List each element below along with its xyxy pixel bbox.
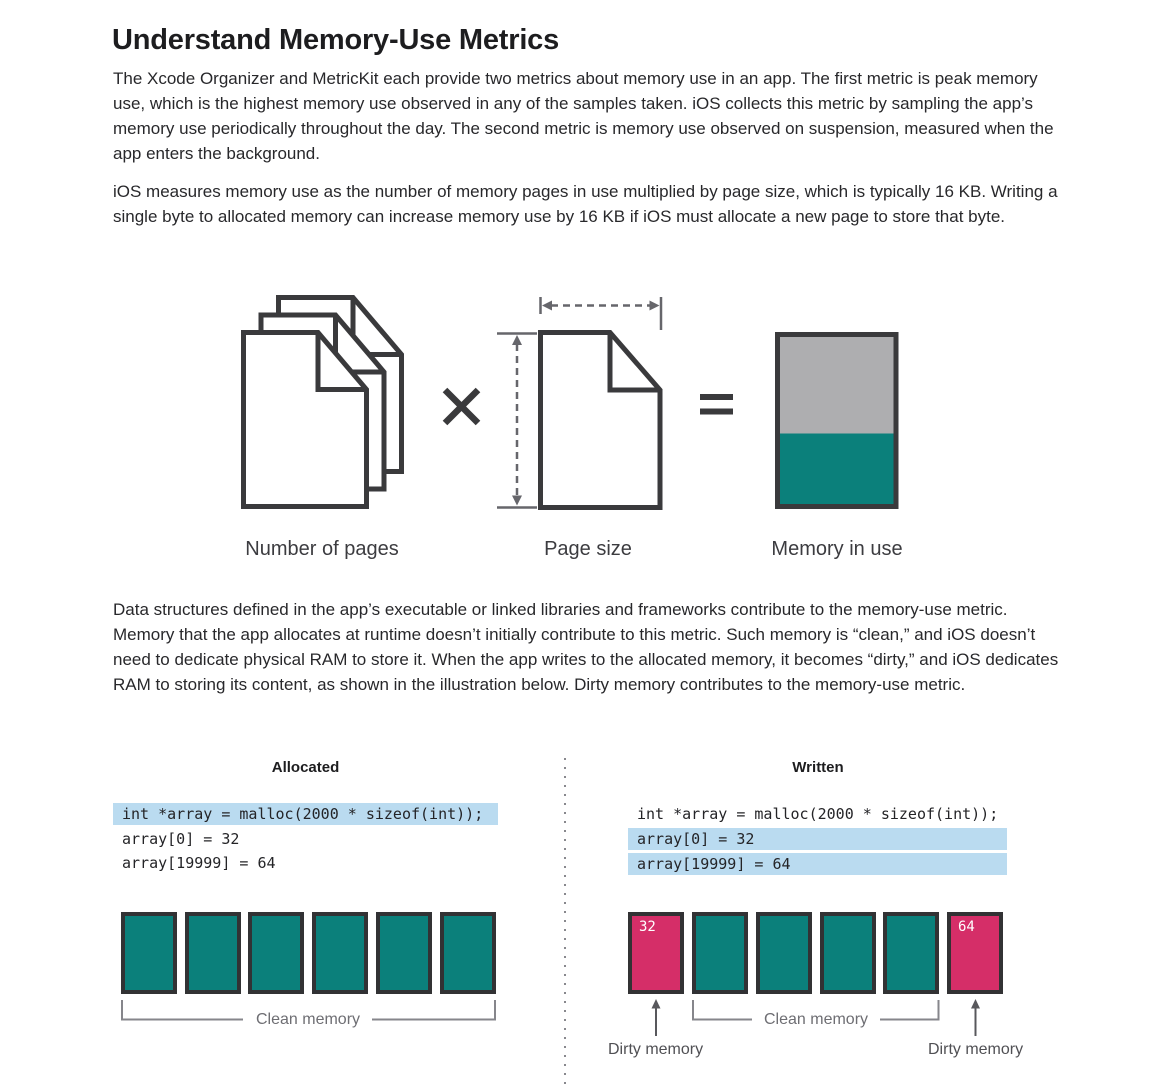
memory-block-clean	[692, 912, 748, 994]
dirty-block-value: 32	[639, 919, 656, 935]
allocated-panel-title: Allocated	[271, 759, 340, 776]
memory-block-clean	[883, 912, 939, 994]
code-line: int *array = malloc(2000 * sizeof(int));	[637, 805, 999, 823]
memory-block-dirty	[628, 912, 684, 994]
dirty-memory-arrow-right	[971, 999, 980, 1036]
dirty-memory-label: Dirty memory	[608, 1041, 704, 1058]
clean-memory-label: Clean memory	[255, 1011, 361, 1028]
code-line: array[0] = 32	[122, 829, 240, 848]
paragraph-clean-dirty: Data structures defined in the app’s executable or linked libraries and frameworks contribute to the memory-use metric. Memory that the app allocates at runtime doesn’t initially contribute to this metric. Such memory is “clean,” and iOS doesn’t need to dedicate physical RAM to store it. When the app writes to the allocated memory, it becomes “dirty,” and iOS dedicates RAM to storing its content, as shown in the illustration below. Dirty memory contributes to the memory-use metric.	[113, 600, 1059, 694]
label-page-size: Page size	[544, 538, 632, 560]
memory-block-clean	[756, 912, 812, 994]
label-memory-in-use: Memory in use	[771, 538, 903, 560]
dirty-block-value: 64	[958, 919, 975, 935]
paragraph-peak-memory: The Xcode Organizer and MetricKit each provide two metrics about memory use in an app. The first metric is peak memory use, which is the highest memory use observed in any of the samples taken. iOS collects this metric by sampling the app’s memory use periodically throughout the day. The second metric is memory use observed on suspension, measured when the app enters the background.	[113, 69, 1054, 163]
dirty-memory-arrow-left	[652, 999, 661, 1036]
code-line: int *array = malloc(2000 * sizeof(int));	[113, 803, 498, 825]
written-panel-title: Written	[792, 759, 844, 776]
code-line: array[19999] = 64	[122, 854, 276, 872]
memory-block-clean	[820, 912, 876, 994]
memory-block-dirty	[947, 912, 1003, 994]
clean-memory-label: Clean memory	[763, 1011, 869, 1028]
label-number-of-pages: Number of pages	[245, 538, 399, 560]
code-line: array[0] = 32	[628, 828, 1007, 850]
page-title: Understand Memory-Use Metrics	[112, 24, 560, 56]
code-line: array[19999] = 64	[628, 853, 1007, 875]
dirty-memory-label: Dirty memory	[928, 1041, 1024, 1058]
paragraph-page-size: iOS measures memory use as the number of memory pages in use multiplied by page size, which is typically 16 KB. Writing a single byte to allocated memory can increase memory use by 16 KB if iOS must allocate a new page to store that byte.	[113, 182, 1058, 226]
